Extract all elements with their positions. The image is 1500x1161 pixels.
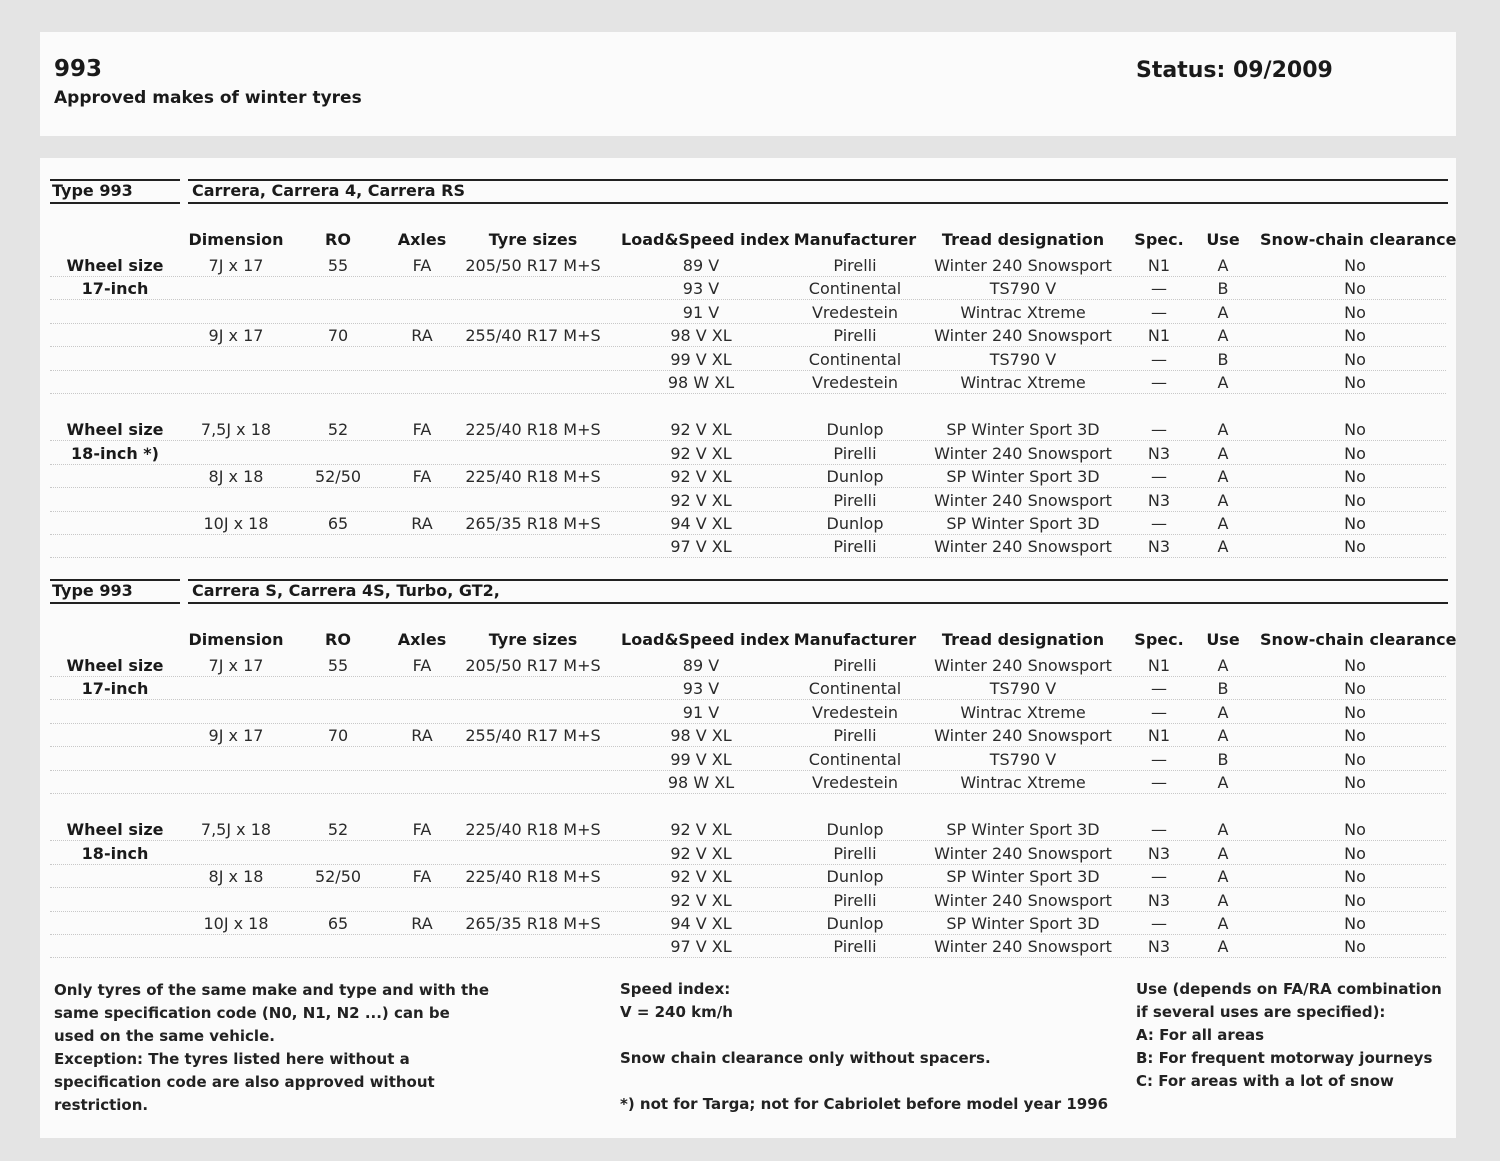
- cell-dimension: 7J x 17: [208, 656, 264, 675]
- cell-load_speed: 92 V XL: [670, 490, 732, 510]
- cell-use: B: [1217, 349, 1229, 369]
- cell-spec: N3: [1147, 937, 1171, 957]
- type-label: Type 993: [52, 581, 133, 600]
- cell-manufacturer: Continental: [808, 749, 902, 769]
- footer-note-middle: [620, 978, 1108, 1116]
- cell-use: A: [1217, 302, 1229, 322]
- footer-note-left-line: Exception: The tyres listed here without a: [54, 1050, 410, 1068]
- cell-use: A: [1217, 937, 1229, 957]
- cell-tread: Wintrac Xtreme: [960, 773, 1086, 792]
- cell-load_speed: 92 V XL: [670, 820, 732, 840]
- footer-note-middle-line: Snow chain clearance only without spacers.: [620, 1049, 991, 1067]
- cell-spec: N3: [1147, 843, 1171, 863]
- cell-axles: RA: [411, 914, 433, 933]
- cell-snow_chain: No: [1344, 749, 1366, 769]
- column-header-tread: Tread designation: [941, 630, 1105, 649]
- cell-manufacturer: Vredestein: [811, 373, 899, 392]
- cell-tyre_sizes: 225/40 R18 M+S: [465, 867, 601, 887]
- cell-spec: —: [1151, 302, 1167, 322]
- wheel-size-label: Wheel size: [66, 256, 164, 275]
- cell-snow_chain: No: [1344, 773, 1366, 792]
- cell-tread: TS790 V: [989, 349, 1057, 369]
- cell-snow_chain: No: [1344, 937, 1366, 957]
- cell-tread: SP Winter Sport 3D: [946, 820, 1100, 840]
- model-bottom-rule: [188, 202, 1448, 204]
- cell-use: A: [1217, 467, 1229, 487]
- cell-load_speed: 99 V XL: [670, 749, 732, 769]
- cell-dimension: 9J x 17: [208, 326, 264, 346]
- cell-load_speed: 98 V XL: [670, 326, 732, 346]
- cell-spec: —: [1151, 679, 1167, 699]
- column-header-tread: Tread designation: [941, 230, 1105, 249]
- cell-spec: —: [1151, 467, 1167, 487]
- cell-use: A: [1217, 820, 1229, 840]
- footer-note-right-line: if several uses are specified):: [1136, 1003, 1386, 1021]
- cell-snow_chain: No: [1344, 373, 1366, 392]
- cell-tread: Winter 240 Snowsport: [934, 537, 1112, 557]
- cell-use: A: [1217, 256, 1229, 275]
- cell-load_speed: 94 V XL: [670, 514, 732, 533]
- model-bottom-rule: [188, 602, 1448, 604]
- cell-spec: —: [1151, 867, 1167, 887]
- cell-spec: —: [1151, 514, 1167, 533]
- cell-spec: N1: [1147, 256, 1171, 275]
- cell-spec: —: [1151, 279, 1167, 299]
- footer-note-left-line: used on the same vehicle.: [54, 1027, 275, 1045]
- cell-load_speed: 92 V XL: [670, 867, 732, 887]
- cell-ro: 55: [327, 256, 349, 275]
- footer-note-left-line: Only tyres of the same make and type and with the: [54, 981, 490, 999]
- wheel-size-label: Wheel size: [66, 420, 164, 440]
- cell-use: A: [1217, 443, 1229, 463]
- cell-use: A: [1217, 514, 1229, 533]
- cell-manufacturer: Pirelli: [833, 726, 877, 746]
- cell-dimension: 7,5J x 18: [200, 820, 272, 840]
- cell-tyre_sizes: 255/40 R17 M+S: [465, 726, 601, 746]
- cell-snow_chain: No: [1344, 326, 1366, 346]
- cell-dimension: 7,5J x 18: [200, 420, 272, 440]
- column-header-manufacturer: Manufacturer: [793, 230, 917, 249]
- cell-manufacturer: Dunlop: [826, 914, 884, 933]
- tyre-table-panel: [40, 158, 1456, 1138]
- footer-note-middle-line: [620, 1070, 1108, 1093]
- cell-use: A: [1217, 702, 1229, 722]
- cell-snow_chain: No: [1344, 490, 1366, 510]
- cell-snow_chain: No: [1344, 843, 1366, 863]
- cell-tyre_sizes: 265/35 R18 M+S: [465, 914, 601, 933]
- cell-spec: —: [1151, 702, 1167, 722]
- cell-manufacturer: Pirelli: [833, 890, 877, 910]
- cell-manufacturer: Pirelli: [833, 326, 877, 346]
- cell-tyre_sizes: 225/40 R18 M+S: [465, 420, 601, 440]
- cell-ro: 52: [327, 420, 349, 440]
- cell-manufacturer: Dunlop: [826, 514, 884, 533]
- cell-load_speed: 91 V: [682, 702, 720, 722]
- cell-ro: 65: [327, 914, 349, 933]
- table-section: [40, 158, 1457, 557]
- cell-load_speed: 89 V: [682, 656, 720, 675]
- cell-spec: —: [1151, 914, 1167, 933]
- cell-spec: —: [1151, 349, 1167, 369]
- cell-use: A: [1217, 656, 1229, 675]
- wheel-size-label: Wheel size: [66, 656, 164, 675]
- cell-spec: N3: [1147, 443, 1171, 463]
- cell-load_speed: 92 V XL: [670, 443, 732, 463]
- cell-spec: N1: [1147, 656, 1171, 675]
- cell-snow_chain: No: [1344, 656, 1366, 675]
- column-header-use: Use: [1206, 230, 1240, 249]
- cell-tread: SP Winter Sport 3D: [946, 514, 1100, 533]
- cell-use: A: [1217, 373, 1229, 392]
- column-header-spec: Spec.: [1134, 630, 1184, 649]
- cell-snow_chain: No: [1344, 537, 1366, 557]
- cell-tread: Wintrac Xtreme: [960, 373, 1086, 392]
- cell-ro: 70: [327, 326, 349, 346]
- document-title: 993: [54, 56, 103, 82]
- footer-note-middle-line: [620, 1024, 1108, 1047]
- cell-manufacturer: Dunlop: [826, 467, 884, 487]
- document-header: [40, 32, 1456, 136]
- cell-snow_chain: No: [1344, 420, 1366, 440]
- column-header-axles: Axles: [397, 230, 447, 249]
- cell-load_speed: 92 V XL: [670, 890, 732, 910]
- footer-note-left-line: same specification code (N0, N1, N2 ...) can be: [54, 1004, 450, 1022]
- column-header-snow_chain: Snow-chain clearance: [1260, 230, 1457, 249]
- type-bottom-rule: [50, 202, 180, 204]
- cell-tread: SP Winter Sport 3D: [946, 867, 1100, 887]
- model-label: Carrera, Carrera 4, Carrera RS: [192, 181, 465, 200]
- cell-use: A: [1217, 890, 1229, 910]
- cell-spec: N1: [1147, 326, 1171, 346]
- cell-snow_chain: No: [1344, 890, 1366, 910]
- cell-use: A: [1217, 726, 1229, 746]
- cell-tread: Winter 240 Snowsport: [934, 937, 1112, 957]
- cell-ro: 52: [327, 820, 349, 840]
- cell-manufacturer: Pirelli: [833, 537, 877, 557]
- cell-manufacturer: Pirelli: [833, 843, 877, 863]
- cell-axles: FA: [412, 467, 432, 487]
- cell-tread: Winter 240 Snowsport: [934, 843, 1112, 863]
- cell-spec: N3: [1147, 890, 1171, 910]
- cell-ro: 55: [327, 656, 349, 675]
- footer-note-middle-line: Speed index:: [620, 980, 731, 998]
- cell-load_speed: 94 V XL: [670, 914, 732, 933]
- cell-manufacturer: Vredestein: [811, 302, 899, 322]
- cell-manufacturer: Vredestein: [811, 702, 899, 722]
- cell-tyre_sizes: 255/40 R17 M+S: [465, 326, 601, 346]
- cell-snow_chain: No: [1344, 349, 1366, 369]
- cell-use: A: [1217, 420, 1229, 440]
- cell-spec: —: [1151, 773, 1167, 792]
- cell-snow_chain: No: [1344, 514, 1366, 533]
- cell-use: A: [1217, 867, 1229, 887]
- cell-ro: 52/50: [314, 867, 362, 887]
- cell-manufacturer: Pirelli: [833, 656, 877, 675]
- cell-load_speed: 97 V XL: [670, 537, 732, 557]
- cell-use: A: [1217, 490, 1229, 510]
- model-label: Carrera S, Carrera 4S, Turbo, GT2,: [192, 581, 500, 600]
- column-header-load_speed: Load&Speed index: [621, 630, 790, 649]
- footer-note-middle-line: *) not for Targa; not for Cabriolet before model year 1996: [620, 1095, 1109, 1113]
- cell-axles: FA: [412, 867, 432, 887]
- cell-manufacturer: Pirelli: [833, 443, 877, 463]
- column-header-ro: RO: [325, 630, 351, 649]
- cell-load_speed: 97 V XL: [670, 937, 732, 957]
- cell-snow_chain: No: [1344, 702, 1366, 722]
- cell-use: B: [1217, 749, 1229, 769]
- cell-axles: FA: [412, 420, 432, 440]
- cell-dimension: 8J x 18: [208, 467, 264, 487]
- document-status: Status: 09/2009: [1136, 58, 1333, 83]
- cell-snow_chain: No: [1344, 726, 1366, 746]
- type-label: Type 993: [52, 181, 133, 200]
- cell-load_speed: 99 V XL: [670, 349, 732, 369]
- cell-use: B: [1217, 279, 1229, 299]
- cell-tread: SP Winter Sport 3D: [946, 914, 1100, 933]
- cell-use: A: [1217, 326, 1229, 346]
- cell-tread: Winter 240 Snowsport: [934, 890, 1112, 910]
- column-header-manufacturer: Manufacturer: [793, 630, 917, 649]
- cell-axles: RA: [411, 514, 433, 533]
- cell-dimension: 9J x 17: [208, 726, 264, 746]
- cell-snow_chain: No: [1344, 443, 1366, 463]
- cell-manufacturer: Continental: [808, 679, 902, 699]
- cell-snow_chain: No: [1344, 302, 1366, 322]
- cell-use: A: [1217, 537, 1229, 557]
- cell-tread: TS790 V: [989, 679, 1057, 699]
- footer-note-middle-line: V = 240 km/h: [620, 1003, 733, 1021]
- cell-tread: TS790 V: [989, 279, 1057, 299]
- cell-tyre_sizes: 225/40 R18 M+S: [465, 467, 601, 487]
- column-header-use: Use: [1206, 630, 1240, 649]
- cell-tread: Winter 240 Snowsport: [934, 443, 1112, 463]
- cell-ro: 52/50: [314, 467, 362, 487]
- cell-tyre_sizes: 225/40 R18 M+S: [465, 820, 601, 840]
- cell-manufacturer: Pirelli: [833, 256, 877, 275]
- cell-use: A: [1217, 914, 1229, 933]
- cell-tread: Winter 240 Snowsport: [934, 656, 1112, 675]
- cell-tread: SP Winter Sport 3D: [946, 467, 1100, 487]
- cell-tread: Winter 240 Snowsport: [934, 490, 1112, 510]
- column-header-tyre_sizes: Tyre sizes: [488, 630, 578, 649]
- cell-use: B: [1217, 679, 1229, 699]
- cell-manufacturer: Continental: [808, 279, 902, 299]
- cell-tread: TS790 V: [989, 749, 1057, 769]
- cell-use: A: [1217, 773, 1229, 792]
- cell-snow_chain: No: [1344, 256, 1366, 275]
- cell-spec: N1: [1147, 726, 1171, 746]
- cell-load_speed: 91 V: [682, 302, 720, 322]
- column-header-tyre_sizes: Tyre sizes: [488, 230, 578, 249]
- cell-use: A: [1217, 843, 1229, 863]
- cell-tyre_sizes: 265/35 R18 M+S: [465, 514, 601, 533]
- column-header-spec: Spec.: [1134, 230, 1184, 249]
- footer-note-left-line: specification code are also approved without: [54, 1073, 435, 1091]
- cell-ro: 65: [327, 514, 349, 533]
- cell-load_speed: 92 V XL: [670, 467, 732, 487]
- column-header-axles: Axles: [397, 630, 447, 649]
- cell-load_speed: 98 W XL: [667, 773, 735, 792]
- footer-note-left-line: restriction.: [54, 1096, 149, 1114]
- cell-dimension: 10J x 18: [203, 914, 269, 933]
- footer-note-right-line: C: For areas with a lot of snow: [1136, 1072, 1394, 1090]
- cell-manufacturer: Continental: [808, 349, 902, 369]
- cell-tread: Winter 240 Snowsport: [934, 326, 1112, 346]
- wheel-size-value: 18-inch *): [71, 443, 159, 463]
- cell-snow_chain: No: [1344, 867, 1366, 887]
- cell-snow_chain: No: [1344, 467, 1366, 487]
- cell-spec: N3: [1147, 537, 1171, 557]
- table-section: [40, 558, 1457, 957]
- cell-load_speed: 92 V XL: [670, 420, 732, 440]
- cell-manufacturer: Dunlop: [826, 867, 884, 887]
- column-header-dimension: Dimension: [188, 230, 284, 249]
- column-header-dimension: Dimension: [188, 630, 284, 649]
- cell-load_speed: 98 V XL: [670, 726, 732, 746]
- cell-dimension: 8J x 18: [208, 867, 264, 887]
- column-header-ro: RO: [325, 230, 351, 249]
- cell-axles: RA: [411, 326, 433, 346]
- cell-snow_chain: No: [1344, 279, 1366, 299]
- cell-spec: —: [1151, 820, 1167, 840]
- cell-snow_chain: No: [1344, 914, 1366, 933]
- cell-tread: Wintrac Xtreme: [960, 302, 1086, 322]
- cell-axles: RA: [411, 726, 433, 746]
- cell-dimension: 7J x 17: [208, 256, 264, 275]
- cell-tread: Wintrac Xtreme: [960, 702, 1086, 722]
- cell-spec: —: [1151, 373, 1167, 392]
- cell-load_speed: 93 V: [682, 279, 720, 299]
- cell-snow_chain: No: [1344, 679, 1366, 699]
- footer-note-right-line: B: For frequent motorway journeys: [1136, 1049, 1433, 1067]
- cell-snow_chain: No: [1344, 820, 1366, 840]
- footer-note-right: [1136, 978, 1442, 1093]
- cell-spec: —: [1151, 420, 1167, 440]
- footer-note-left: [54, 979, 489, 1117]
- column-header-load_speed: Load&Speed index: [621, 230, 790, 249]
- cell-load_speed: 98 W XL: [667, 373, 735, 392]
- cell-axles: FA: [412, 256, 432, 275]
- cell-manufacturer: Pirelli: [833, 490, 877, 510]
- cell-tyre_sizes: 205/50 R17 M+S: [465, 256, 601, 275]
- cell-load_speed: 93 V: [682, 679, 720, 699]
- cell-tread: SP Winter Sport 3D: [946, 420, 1100, 440]
- cell-manufacturer: Dunlop: [826, 420, 884, 440]
- cell-manufacturer: Dunlop: [826, 820, 884, 840]
- document-subtitle: Approved makes of winter tyres: [54, 88, 362, 108]
- cell-manufacturer: Vredestein: [811, 773, 899, 792]
- wheel-size-value: 17-inch: [81, 279, 149, 299]
- footer-note-right-line: A: For all areas: [1136, 1026, 1265, 1044]
- cell-tread: Winter 240 Snowsport: [934, 726, 1112, 746]
- wheel-size-label: Wheel size: [66, 820, 164, 840]
- cell-axles: FA: [412, 656, 432, 675]
- cell-load_speed: 92 V XL: [670, 843, 732, 863]
- cell-load_speed: 89 V: [682, 256, 720, 275]
- cell-spec: —: [1151, 749, 1167, 769]
- cell-manufacturer: Pirelli: [833, 937, 877, 957]
- cell-dimension: 10J x 18: [203, 514, 269, 533]
- type-bottom-rule: [50, 602, 180, 604]
- footer-note-right-line: Use (depends on FA/RA combination: [1136, 980, 1442, 998]
- cell-ro: 70: [327, 726, 349, 746]
- wheel-size-value: 18-inch: [81, 843, 149, 863]
- cell-axles: FA: [412, 820, 432, 840]
- wheel-size-value: 17-inch: [81, 679, 149, 699]
- column-header-snow_chain: Snow-chain clearance: [1260, 630, 1457, 649]
- cell-tread: Winter 240 Snowsport: [934, 256, 1112, 275]
- cell-spec: N3: [1147, 490, 1171, 510]
- cell-tyre_sizes: 205/50 R17 M+S: [465, 656, 601, 675]
